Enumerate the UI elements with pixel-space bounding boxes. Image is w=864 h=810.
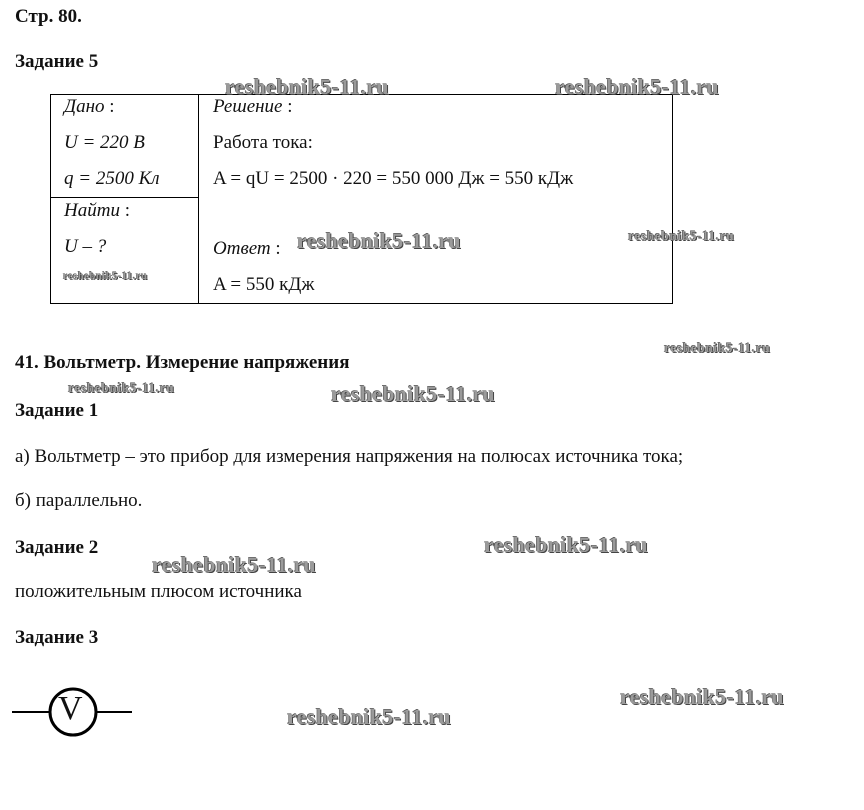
task1-answer-a: а) Вольтметр – это прибор для измерения напряжения на полюсах источника тока; bbox=[15, 446, 684, 467]
table-divider-vertical bbox=[198, 94, 199, 304]
section-title: 41. Вольтметр. Измерение напряжения bbox=[15, 352, 350, 373]
task2-title: Задание 2 bbox=[15, 537, 99, 558]
watermark: reshebnik5-11.ru bbox=[63, 270, 148, 282]
task2-answer: положительным плюсом источника bbox=[15, 581, 302, 602]
answer-label: Ответ : bbox=[213, 238, 281, 259]
watermark: reshebnik5-11.ru bbox=[297, 228, 461, 253]
watermark: reshebnik5-11.ru bbox=[68, 381, 175, 396]
solution-formula: A = qU = 2500 · 220 = 550 000 Дж = 550 кДж bbox=[213, 168, 574, 189]
watermark: reshebnik5-11.ru bbox=[331, 381, 495, 406]
given-charge: q = 2500 Кл bbox=[64, 168, 160, 189]
task3-title: Задание 3 bbox=[15, 627, 99, 648]
watermark: reshebnik5-11.ru bbox=[664, 341, 771, 356]
watermark: reshebnik5-11.ru bbox=[555, 74, 719, 99]
table-divider-horizontal bbox=[50, 197, 198, 198]
solution-label: Решение : bbox=[213, 96, 293, 117]
task1-title: Задание 1 bbox=[15, 400, 99, 421]
page-number-heading: Стр. 80. bbox=[15, 6, 82, 27]
answer-value: A = 550 кДж bbox=[213, 274, 315, 295]
find-label: Найти : bbox=[64, 200, 130, 221]
watermark: reshebnik5-11.ru bbox=[225, 74, 389, 99]
watermark: reshebnik5-11.ru bbox=[484, 532, 648, 557]
watermark: reshebnik5-11.ru bbox=[620, 684, 784, 709]
task1-answer-b: б) параллельно. bbox=[15, 490, 143, 511]
find-value: U – ? bbox=[64, 236, 107, 257]
given-voltage: U = 220 В bbox=[64, 132, 145, 153]
given-label: Дано : bbox=[64, 96, 115, 117]
voltmeter-letter: V bbox=[58, 690, 83, 727]
watermark: reshebnik5-11.ru bbox=[628, 229, 735, 244]
watermark: reshebnik5-11.ru bbox=[287, 704, 451, 729]
watermark: reshebnik5-11.ru bbox=[152, 552, 316, 577]
task5-title: Задание 5 bbox=[15, 51, 99, 72]
solution-line-1: Работа тока: bbox=[213, 132, 313, 153]
